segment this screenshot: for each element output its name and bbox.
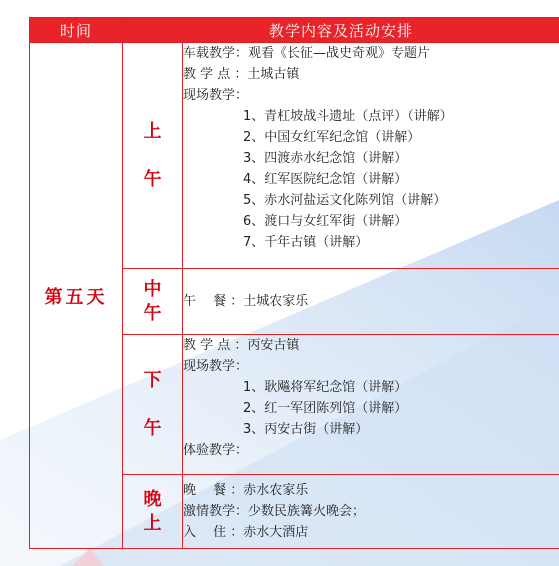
period-char: 下: [143, 369, 162, 391]
text-line: 车载教学：观看《长征—战史奇观》专题片: [183, 46, 431, 61]
list-item: 3、四渡赤水纪念馆（讲解）: [243, 151, 408, 166]
text-line: 教 学 点 ：土城古镇: [183, 67, 300, 82]
list-item: 5、赤水河盐运文化陈列馆（讲解）: [243, 193, 447, 208]
text-line: 现场教学：: [183, 359, 249, 374]
list-item: 2、红一军团陈列馆（讲解）: [243, 401, 408, 416]
schedule-table: [29, 17, 559, 549]
period-char: 午: [143, 302, 162, 324]
morning-label: [123, 43, 183, 269]
afternoon-content: [183, 335, 559, 475]
noon-label: [123, 269, 183, 335]
list-item: 1、青杠坡战斗遗址（点评）（讲解）: [243, 109, 453, 124]
list-item: 7、千年古镇（讲解）: [243, 235, 369, 250]
text-line: 现场教学：: [183, 88, 249, 103]
period-char: 上: [143, 120, 162, 142]
text-line: 晚 餐 ：赤水农家乐: [183, 483, 309, 498]
evening-content: [183, 475, 559, 549]
period-char: 中: [143, 278, 162, 300]
period-char: 午: [143, 417, 162, 439]
day-label: 第五天: [30, 43, 123, 549]
evening-label: [123, 475, 183, 549]
header-content: 教学内容及活动安排: [123, 18, 559, 43]
period-char: 上: [143, 512, 162, 534]
text-line: 激情教学：少数民族篝火晚会；: [183, 504, 366, 519]
text-line: 午 餐 ：土城农家乐: [183, 294, 309, 309]
list-item: 6、渡口与女红军街（讲解）: [243, 214, 408, 229]
text-line: 教 学 点 ：丙安古镇: [183, 338, 300, 353]
list-item: 3、丙安古街（讲解）: [243, 422, 369, 437]
header-time: 时间: [30, 18, 123, 43]
afternoon-label: [123, 335, 183, 475]
list-item: 1、耿飚将军纪念馆（讲解）: [243, 380, 408, 395]
text-line: 入 住 ：赤水大酒店: [183, 525, 309, 540]
noon-content: [183, 269, 559, 335]
text-line: 体验教学：: [183, 443, 249, 458]
list-item: 4、红军医院纪念馆（讲解）: [243, 172, 408, 187]
period-char: 晚: [143, 488, 162, 510]
list-item: 2、中国女红军纪念馆（讲解）: [243, 130, 421, 145]
morning-content: [183, 43, 559, 269]
period-char: 午: [143, 168, 162, 190]
header-row: [30, 18, 559, 43]
morning-row: [30, 43, 559, 269]
